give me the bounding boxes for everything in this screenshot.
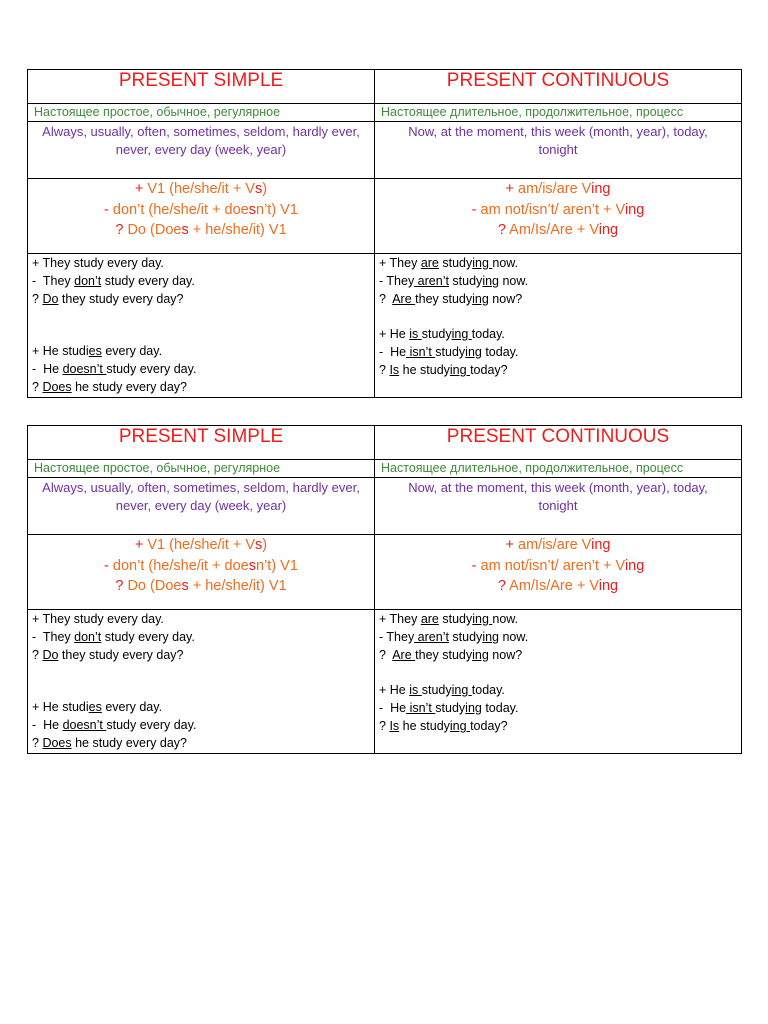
continuous-russian-meaning: Настоящее длительное, продолжительное, процесс — [375, 104, 741, 122]
present-continuous-title: PRESENT CONTINUOUS — [375, 70, 742, 104]
continuous-formula-positive: + am/is/are Ving — [505, 181, 611, 197]
simple-example-line: + He studies every day. — [32, 344, 163, 358]
continuous-formula-positive: + am/is/are Ving — [505, 537, 611, 553]
simple-formula-question: ? Do (Does + he/she/it) V1 — [115, 222, 287, 238]
continuous-example-line: ? Are they studying now? — [379, 648, 523, 662]
continuous-example-line: - They aren’t studying now. — [379, 274, 529, 288]
simple-example-line: ? Does he study every day? — [32, 380, 187, 394]
simple-russian-meaning: Настоящее простое, обычное, регулярное — [28, 460, 374, 478]
simple-example-line: + He studies every day. — [32, 700, 163, 714]
continuous-examples — [375, 610, 742, 754]
continuous-example-line: ? Is he studying today? — [379, 363, 508, 377]
present-simple-title: PRESENT SIMPLE — [28, 426, 375, 460]
continuous-example-line: + They are studying now. — [379, 256, 519, 270]
continuous-formula — [375, 179, 742, 254]
grammar-card-1 — [27, 69, 742, 398]
simple-example-line: - They don’t study every day. — [32, 630, 195, 644]
simple-formula-positive: + V1 (he/she/it + Vs) — [134, 181, 268, 197]
simple-formula-question: ? Do (Does + he/she/it) V1 — [115, 578, 287, 594]
continuous-russian-meaning: Настоящее длительное, продолжительное, процесс — [375, 460, 741, 478]
continuous-example-line: + He is studying today. — [379, 327, 505, 341]
simple-examples — [28, 610, 375, 754]
continuous-formula — [375, 535, 742, 610]
continuous-meaning-cell — [375, 460, 742, 535]
simple-formula — [28, 179, 375, 254]
simple-example-line: ? Does he study every day? — [32, 736, 187, 750]
present-simple-title: PRESENT SIMPLE — [28, 70, 375, 104]
simple-example-line: ? Do they study every day? — [32, 292, 184, 306]
simple-usage-markers: Always, usually, often, sometimes, seldom, hardly ever, never, every day (week, year) — [42, 480, 360, 513]
continuous-example-line: ? Are they studying now? — [379, 292, 523, 306]
simple-russian-meaning: Настоящее простое, обычное, регулярное — [28, 104, 374, 122]
continuous-example-line: - He isn’t studying today. — [379, 701, 519, 715]
simple-formula-positive: + V1 (he/she/it + Vs) — [134, 537, 268, 553]
continuous-formula-negative: - am not/isn’t/ aren’t + Ving — [471, 201, 645, 218]
present-continuous-title: PRESENT CONTINUOUS — [375, 426, 742, 460]
continuous-example-line: + They are studying now. — [379, 612, 519, 626]
continuous-meaning-cell — [375, 104, 742, 179]
simple-example-line: + They study every day. — [32, 612, 164, 626]
simple-usage-markers: Always, usually, often, sometimes, seldom, hardly ever, never, every day (week, year) — [42, 124, 360, 157]
simple-example-line: + They study every day. — [32, 256, 164, 270]
continuous-example-line: - They aren’t studying now. — [379, 630, 529, 644]
continuous-example-line: + He is studying today. — [379, 683, 505, 697]
continuous-formula-negative: - am not/isn’t/ aren’t + Ving — [471, 557, 645, 574]
continuous-usage-markers: Now, at the moment, this week (month, year), today, tonight — [408, 480, 708, 513]
simple-example-line: ? Do they study every day? — [32, 648, 184, 662]
simple-formula-negative: - don’t (he/she/it + doesn’t) V1 — [104, 557, 298, 574]
continuous-formula-question: ? Am/Is/Are + Ving — [497, 578, 619, 594]
grammar-card-2 — [27, 425, 742, 754]
continuous-example-line: ? Is he studying today? — [379, 719, 508, 733]
simple-example-line: - He doesn’t study every day. — [32, 718, 197, 732]
continuous-formula-question: ? Am/Is/Are + Ving — [497, 222, 619, 238]
simple-example-line: - They don’t study every day. — [32, 274, 195, 288]
continuous-usage-markers: Now, at the moment, this week (month, year), today, tonight — [408, 124, 708, 157]
simple-formula-negative: - don’t (he/she/it + doesn’t) V1 — [104, 201, 298, 218]
simple-meaning-cell — [28, 104, 375, 179]
simple-meaning-cell — [28, 460, 375, 535]
continuous-examples — [375, 254, 742, 398]
simple-examples — [28, 254, 375, 398]
simple-example-line: - He doesn’t study every day. — [32, 362, 197, 376]
simple-formula — [28, 535, 375, 610]
continuous-example-line: - He isn’t studying today. — [379, 345, 519, 359]
